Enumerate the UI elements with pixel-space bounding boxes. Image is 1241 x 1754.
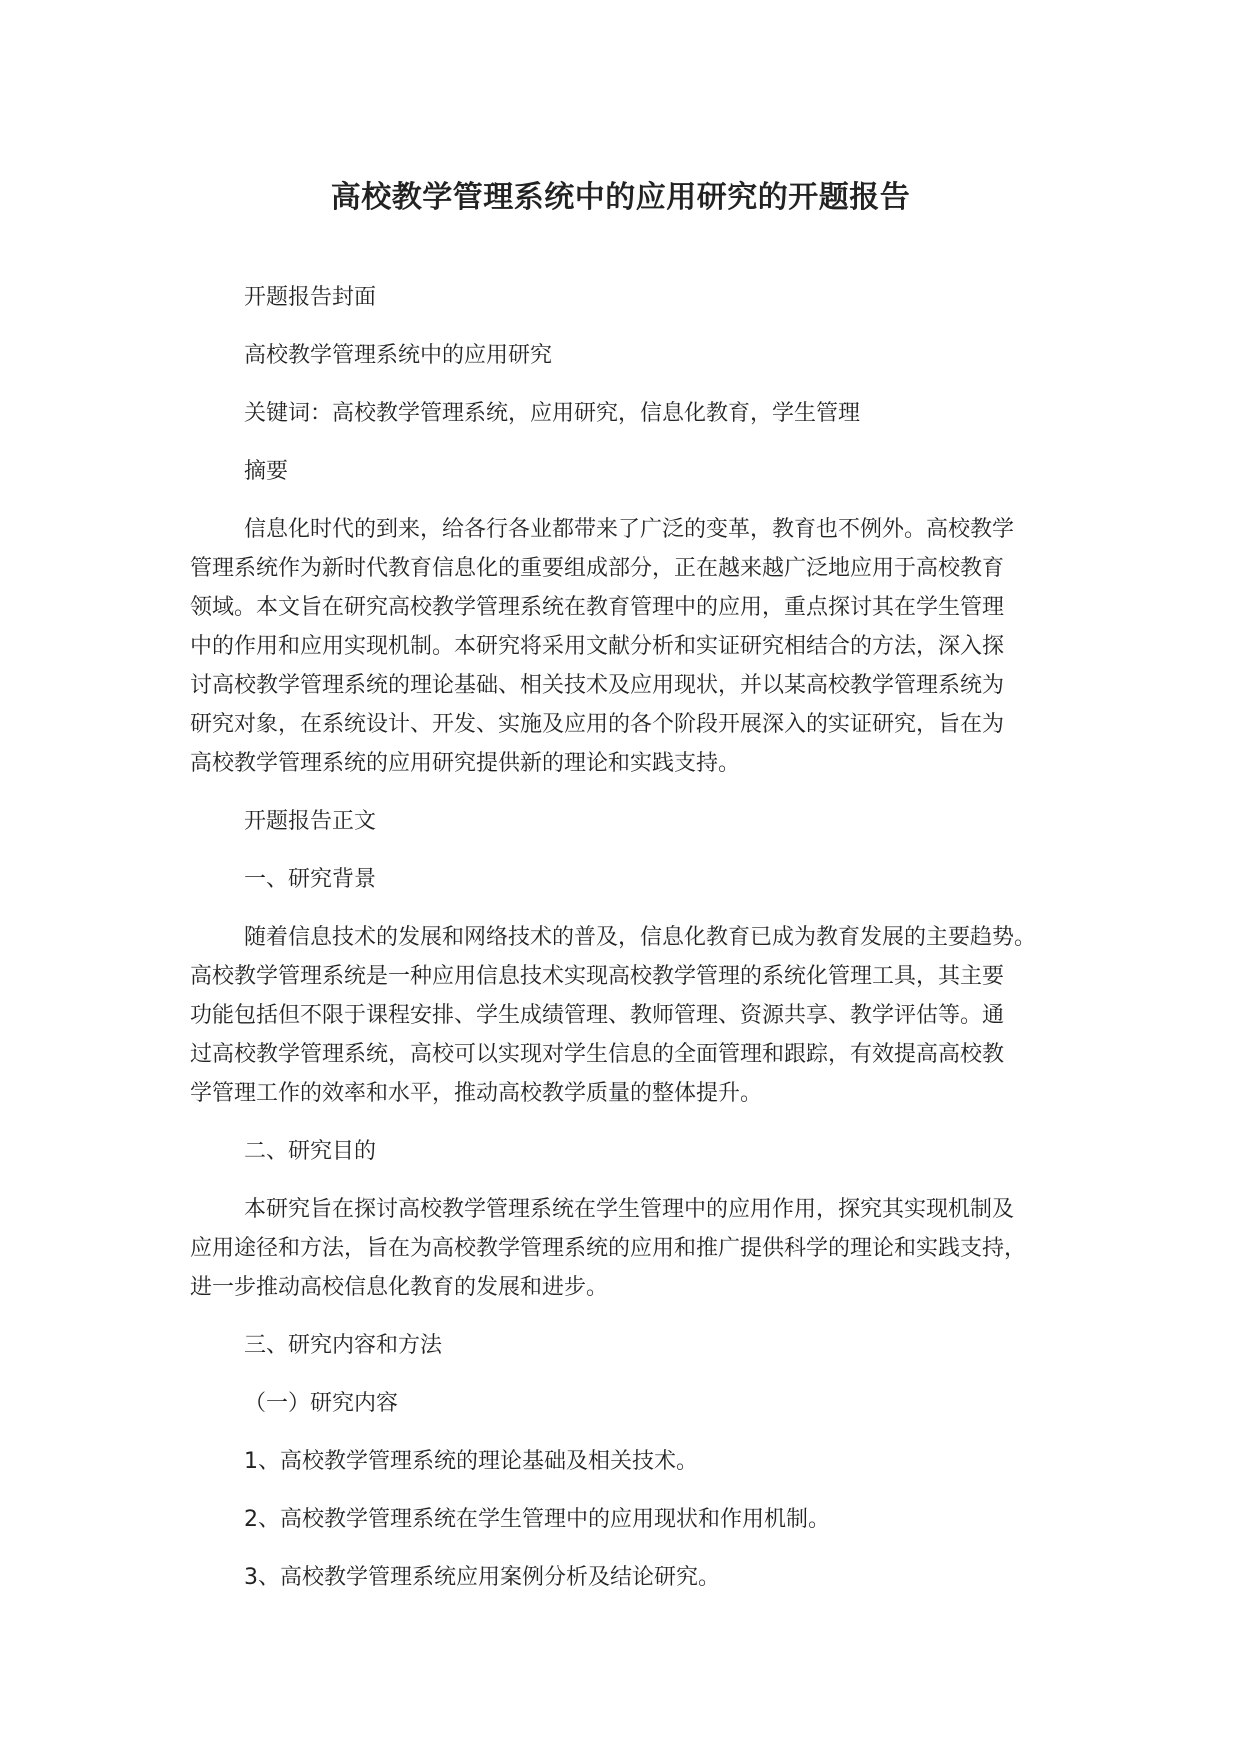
section-heading: 一、研究背景 [244, 867, 377, 892]
paragraph-line: 本研究旨在探讨高校教学管理系统在学生管理中的应用作用，探究其实现机制及 [244, 1197, 1015, 1222]
list-item: 2、高校教学管理系统在学生管理中的应用现状和作用机制。 [244, 1507, 830, 1532]
abstract-line: 高校教学管理系统的应用研究提供新的理论和实践支持。 [190, 751, 741, 776]
paragraph-line: 学管理工作的效率和水平，推动高校教学质量的整体提升。 [190, 1081, 763, 1106]
abstract-line: 管理系统作为新时代教育信息化的重要组成部分，正在越来越广泛地应用于高校教育 [190, 556, 1005, 581]
paragraph-line: 随着信息技术的发展和网络技术的普及，信息化教育已成为教育发展的主要趋势。 [244, 925, 1037, 950]
purpose-paragraph [190, 1190, 1070, 1307]
keywords-line: 关键词：高校教学管理系统，应用研究，信息化教育，学生管理 [244, 401, 861, 426]
background-paragraph [190, 918, 1070, 1113]
document-body [190, 278, 1070, 1616]
abstract-heading: 摘要 [244, 459, 289, 484]
list-item: 3、高校教学管理系统应用案例分析及结论研究。 [244, 1565, 720, 1590]
paragraph-line: 高校教学管理系统是一种应用信息技术实现高校教学管理的系统化管理工具，其主要 [190, 964, 1005, 989]
abstract-line: 中的作用和应用实现机制。本研究将采用文献分析和实证研究相结合的方法，深入探 [190, 634, 1005, 659]
paragraph-line: 功能包括但不限于课程安排、学生成绩管理、教师管理、资源共享、教学评估等。通 [190, 1003, 1005, 1028]
subject-line: 高校教学管理系统中的应用研究 [244, 343, 553, 368]
abstract-line: 讨高校教学管理系统的理论基础、相关技术及应用现状，并以某高校教学管理系统为 [190, 673, 1005, 698]
paragraph-line: 进一步推动高校信息化教育的发展和进步。 [190, 1275, 609, 1300]
abstract-line: 研究对象，在系统设计、开发、实施及应用的各个阶段开展深入的实证研究，旨在为 [190, 712, 1005, 737]
body-heading: 开题报告正文 [244, 809, 377, 834]
section-heading: 二、研究目的 [244, 1139, 377, 1164]
abstract-line: 信息化时代的到来，给各行各业都带来了广泛的变革，教育也不例外。高校教学 [244, 517, 1015, 542]
document-title: 高校教学管理系统中的应用研究的开题报告 [330, 180, 911, 215]
subsection-heading: （一）研究内容 [244, 1391, 399, 1416]
list-item: 1、高校教学管理系统的理论基础及相关技术。 [244, 1449, 698, 1474]
paragraph-line: 应用途径和方法，旨在为高校教学管理系统的应用和推广提供科学的理论和实践支持， [190, 1236, 1027, 1261]
abstract-line: 领域。本文旨在研究高校教学管理系统在教育管理中的应用，重点探讨其在学生管理 [190, 595, 1005, 620]
paragraph-line: 过高校教学管理系统，高校可以实现对学生信息的全面管理和跟踪，有效提高高校教 [190, 1042, 1005, 1067]
abstract-paragraph [190, 510, 1070, 783]
cover-heading: 开题报告封面 [244, 285, 377, 310]
section-heading: 三、研究内容和方法 [244, 1333, 443, 1358]
